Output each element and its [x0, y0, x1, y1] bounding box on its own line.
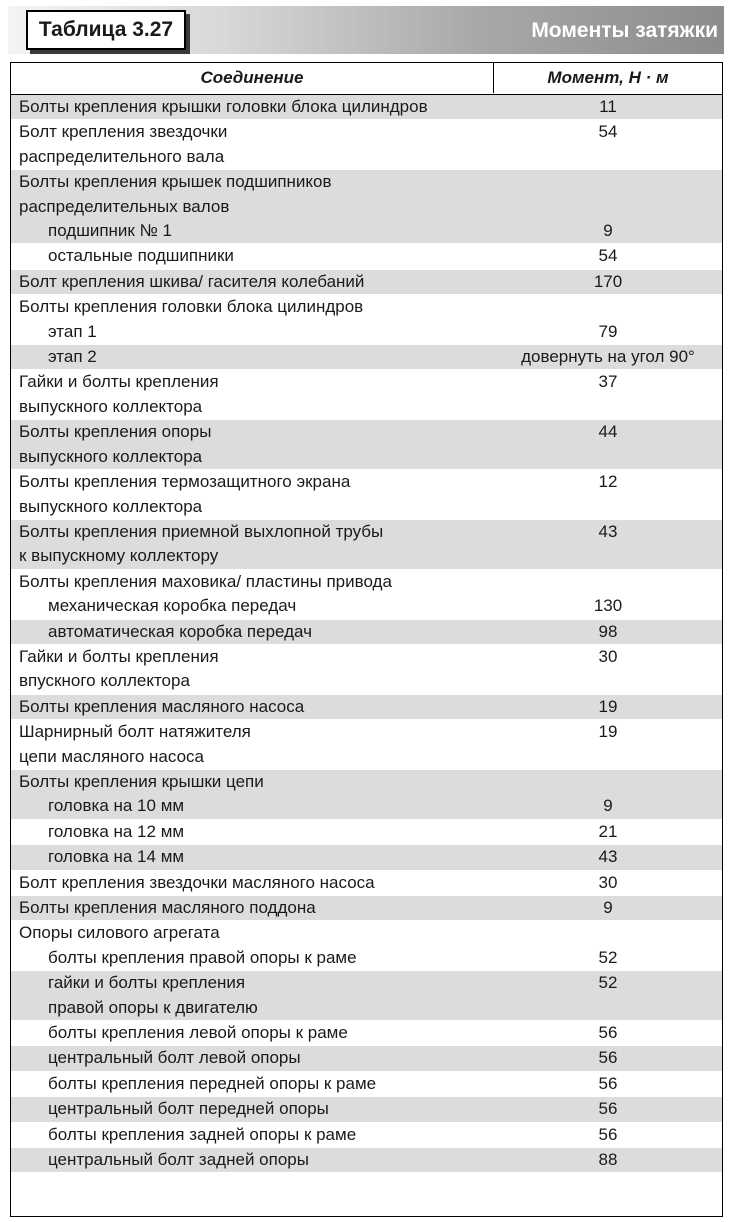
moment-cell — [494, 896, 722, 920]
connection-cell — [11, 1021, 494, 1045]
moment-cell — [494, 695, 722, 719]
connection-text: распределительного вала — [19, 146, 225, 166]
moment-value: 56 — [598, 1023, 618, 1043]
connection-cell — [11, 345, 494, 369]
moment-value: 43 — [598, 521, 618, 541]
table-row — [11, 469, 722, 519]
table-row — [11, 844, 722, 869]
moment-value: 12 — [598, 472, 618, 492]
connection-cell — [11, 720, 494, 769]
table-row — [11, 694, 722, 719]
connection-text: центральный болт левой опоры — [48, 1048, 301, 1068]
connection-cell — [11, 420, 494, 469]
connection-text: болты крепления левой опоры к раме — [48, 1023, 348, 1043]
connection-cell — [11, 295, 494, 344]
connection-text: Болт крепления шкива/ гасителя колебаний — [19, 271, 365, 291]
moment-value: 79 — [598, 321, 618, 341]
connection-text: Болты крепления масляного насоса — [19, 696, 305, 716]
table-row — [11, 819, 722, 844]
table-row — [11, 119, 722, 169]
connection-text: этап 2 — [48, 347, 97, 367]
moment-value: 56 — [598, 1048, 618, 1068]
moment-value: 56 — [598, 1073, 618, 1093]
connection-text: Гайки и болты крепления — [19, 372, 219, 392]
moment-value: 11 — [599, 97, 617, 116]
connection-text: центральный болт передней опоры — [48, 1099, 329, 1119]
table-row — [11, 769, 722, 819]
moment-cell — [494, 420, 722, 469]
connection-cell — [11, 120, 494, 169]
connection-cell — [11, 170, 494, 243]
moment-cell — [494, 645, 722, 694]
moment-cell — [494, 1021, 722, 1045]
connection-text: выпускного коллектора — [19, 446, 203, 466]
connection-cell — [11, 770, 494, 819]
moment-cell — [494, 270, 722, 294]
connection-text: Болты крепления термозащитного экрана — [19, 472, 351, 492]
connection-cell — [11, 620, 494, 644]
moment-cell — [494, 370, 722, 419]
table-body — [11, 95, 722, 1172]
connection-cell — [11, 244, 494, 268]
moment-cell — [494, 1148, 722, 1172]
connection-text: Болты крепления крышки головки блока цилиндров — [19, 97, 428, 116]
moment-value: 52 — [598, 973, 618, 993]
moment-cell — [494, 720, 722, 769]
moment-cell — [494, 620, 722, 644]
connection-text: Шарнирный болт натяжителя — [19, 722, 251, 742]
moment-value: 170 — [593, 271, 623, 291]
moment-cell — [494, 1046, 722, 1070]
moment-cell — [494, 120, 722, 169]
moment-cell — [494, 871, 722, 895]
moment-cell — [494, 845, 722, 869]
moment-cell — [494, 820, 722, 844]
connection-text: головка на 14 мм — [48, 847, 185, 867]
moment-value: 54 — [598, 246, 618, 266]
connection-cell — [11, 845, 494, 869]
moment-value: 52 — [598, 947, 618, 967]
connection-cell — [11, 1123, 494, 1147]
connection-text: этап 1 — [48, 321, 97, 341]
moment-cell — [494, 971, 722, 1020]
connection-text: Опоры силового агрегата — [19, 923, 220, 943]
moment-cell — [494, 95, 722, 119]
connection-text: болты крепления задней опоры к раме — [48, 1124, 357, 1144]
table-row — [11, 895, 722, 920]
table-row — [11, 169, 722, 243]
moment-value: 19 — [598, 722, 618, 742]
moment-cell — [494, 170, 722, 243]
connection-text: остальные подшипники — [48, 246, 234, 266]
table-row — [11, 294, 722, 344]
connection-text: Болты крепления маховика/ пластины привода — [19, 571, 392, 591]
connection-cell — [11, 95, 494, 119]
column-header-connection: Соединение — [11, 63, 494, 93]
table-row — [11, 1045, 722, 1070]
table-row — [11, 1147, 722, 1172]
moment-cell — [494, 470, 722, 519]
table-row — [11, 970, 722, 1020]
connection-cell — [11, 520, 494, 569]
table-row — [11, 1096, 722, 1121]
moment-value: 43 — [598, 847, 618, 867]
table-row — [11, 619, 722, 644]
connection-text: впускного коллектора — [19, 671, 190, 691]
connection-cell — [11, 921, 494, 970]
moment-value: 88 — [598, 1150, 618, 1170]
moment-cell — [494, 1123, 722, 1147]
moment-value: 56 — [598, 1124, 618, 1144]
moment-cell — [494, 1097, 722, 1121]
table-row — [11, 519, 722, 569]
table-row — [11, 569, 722, 619]
moment-cell — [494, 520, 722, 569]
moment-cell — [494, 345, 722, 369]
table-row — [11, 719, 722, 769]
connection-cell — [11, 270, 494, 294]
connection-cell — [11, 1148, 494, 1172]
table-row — [11, 243, 722, 268]
connection-text: Болты крепления масляного поддона — [19, 898, 316, 917]
connection-text: Болт крепления звездочки масляного насоса — [19, 872, 375, 892]
moment-cell — [494, 1072, 722, 1096]
connection-text: Гайки и болты крепления — [19, 646, 219, 666]
connection-cell — [11, 1046, 494, 1070]
connection-text: Болт крепления звездочки — [19, 122, 228, 142]
moment-value: 130 — [593, 596, 623, 616]
connection-cell — [11, 370, 494, 419]
connection-text: Болты крепления крышки цепи — [19, 771, 264, 791]
connection-text: болты крепления правой опоры к раме — [48, 947, 357, 967]
table-row — [11, 269, 722, 294]
connection-cell — [11, 896, 494, 920]
moment-value: 37 — [598, 372, 618, 392]
column-header-moment: Момент, Н · м — [547, 68, 669, 87]
connection-cell — [11, 470, 494, 519]
connection-text: выпускного коллектора — [19, 396, 203, 416]
moment-cell — [494, 295, 722, 344]
moment-value: 44 — [598, 422, 618, 442]
moment-value: 19 — [598, 696, 618, 716]
moment-cell — [494, 921, 722, 970]
connection-text: центральный болт задней опоры — [48, 1150, 309, 1170]
moment-value: 9 — [603, 796, 613, 816]
table-row — [11, 920, 722, 970]
moment-value: 9 — [603, 221, 613, 241]
connection-text: автоматическая коробка передач — [48, 621, 312, 641]
connection-cell — [11, 871, 494, 895]
connection-cell — [11, 645, 494, 694]
table-row — [11, 369, 722, 419]
connection-text: головка на 12 мм — [48, 821, 185, 841]
connection-text: правой опоры к двигателю — [48, 997, 258, 1017]
connection-cell — [11, 971, 494, 1020]
connection-text: выпускного коллектора — [19, 496, 203, 516]
moment-value: 9 — [603, 898, 613, 917]
moment-value: 21 — [598, 821, 618, 841]
moment-value: довернуть на угол 90° — [521, 347, 695, 367]
table-number-label: Таблица 3.27 — [26, 10, 186, 50]
connection-text: механическая коробка передач — [48, 596, 297, 616]
connection-text: Болты крепления крышек подшипников — [19, 172, 332, 192]
connection-text: подшипник № 1 — [48, 221, 173, 241]
moment-cell — [494, 770, 722, 819]
moment-value: 98 — [598, 621, 618, 641]
connection-text: головка на 10 мм — [48, 796, 185, 816]
connection-text: цепи масляного насоса — [19, 746, 204, 766]
torque-table — [10, 62, 723, 1217]
connection-cell — [11, 695, 494, 719]
connection-cell — [11, 1097, 494, 1121]
connection-text: Болты крепления опоры — [19, 422, 212, 442]
connection-text: Болты крепления приемной выхлопной трубы — [19, 521, 384, 541]
connection-text: Болты крепления головки блока цилиндров — [19, 297, 364, 317]
moment-value: 54 — [598, 122, 618, 142]
table-row — [11, 1122, 722, 1147]
table-row — [11, 344, 722, 369]
connection-text: болты крепления передней опоры к раме — [48, 1073, 377, 1093]
connection-cell — [11, 570, 494, 619]
moment-cell — [494, 244, 722, 268]
moment-cell — [494, 570, 722, 619]
table-row — [11, 644, 722, 694]
connection-text: гайки и болты крепления — [48, 973, 246, 993]
connection-text: распределительных валов — [19, 196, 230, 216]
table-row — [11, 1020, 722, 1045]
moment-value: 30 — [598, 646, 618, 666]
moment-value: 56 — [598, 1099, 618, 1119]
connection-cell — [11, 1072, 494, 1096]
table-row — [11, 419, 722, 469]
table-title: Моменты затяжки — [531, 19, 718, 42]
table-row — [11, 95, 722, 119]
table-header-row — [11, 63, 722, 95]
connection-text: к выпускному коллектору — [19, 546, 219, 566]
table-row — [11, 1071, 722, 1096]
connection-cell — [11, 820, 494, 844]
table-row — [11, 870, 722, 895]
moment-value: 30 — [598, 872, 618, 892]
